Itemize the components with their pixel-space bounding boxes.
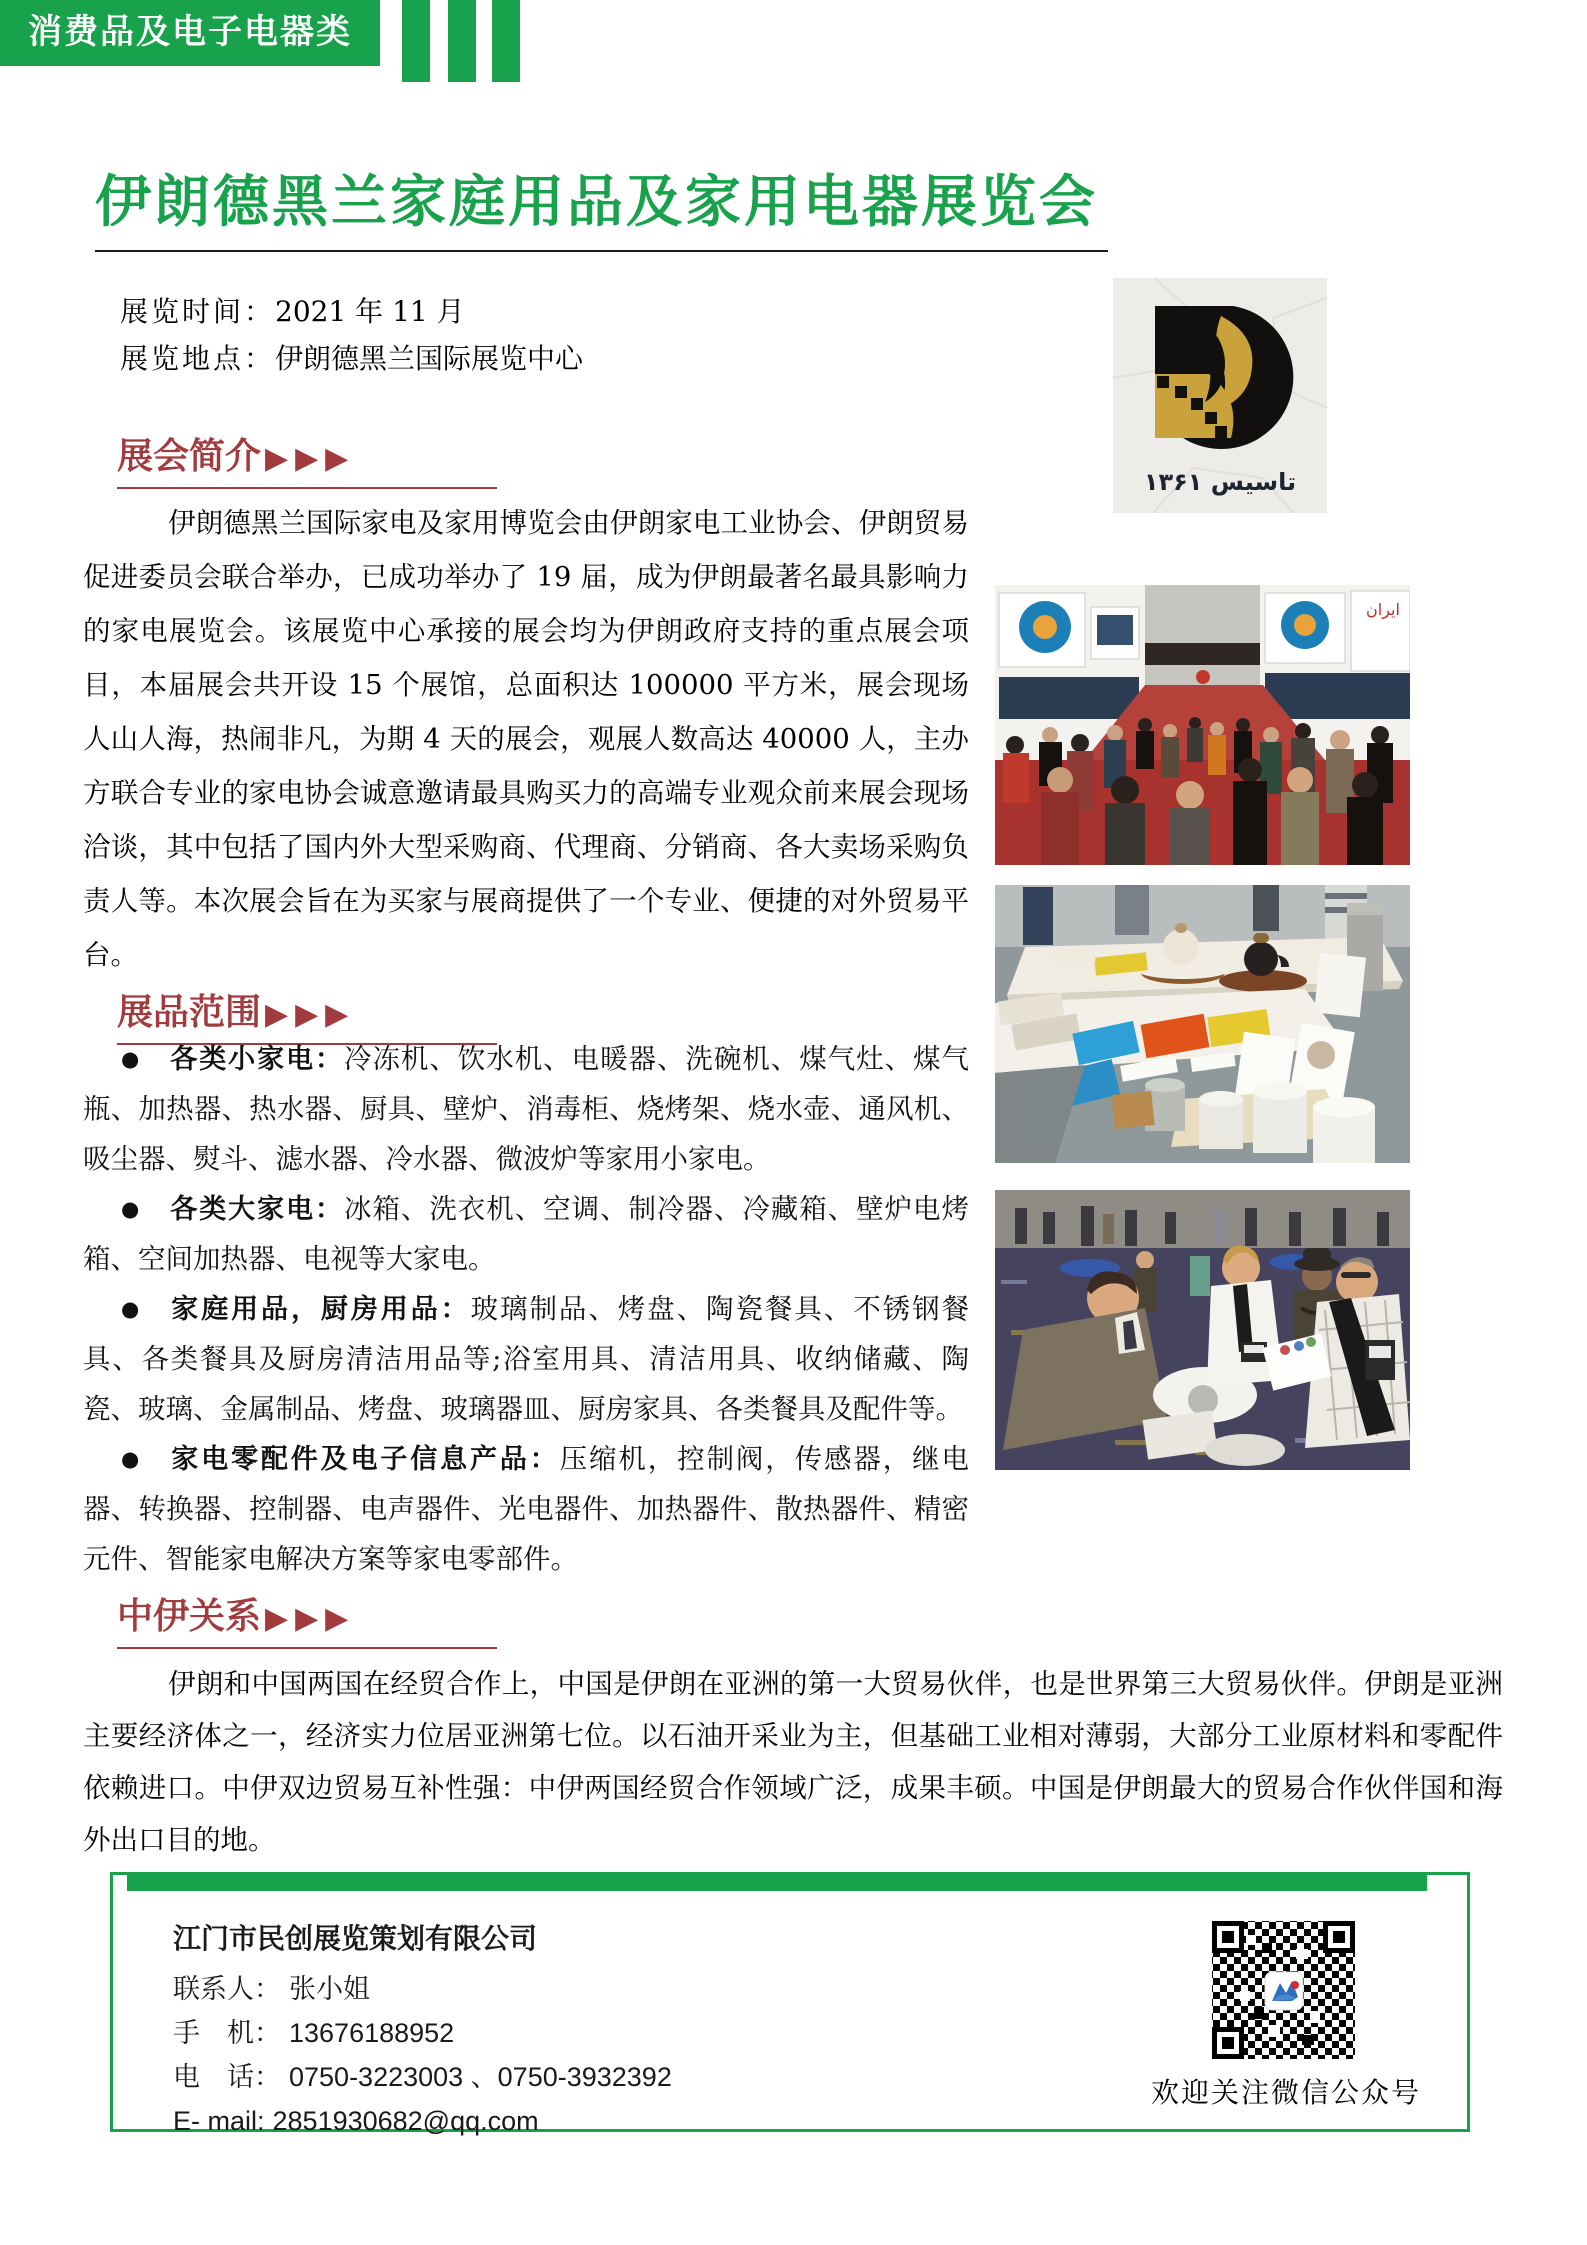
contact-box-green-bar bbox=[127, 1875, 1427, 1891]
page-title: 伊朗德黑兰家庭用品及家用电器展览会 bbox=[95, 170, 1098, 233]
association-logo-icon bbox=[1113, 278, 1327, 513]
scope-list bbox=[83, 1034, 969, 1584]
list-item: ● 家庭用品，厨房用品：玻璃制品、烤盘、陶瓷餐具、不锈钢餐具、各类餐具及厨房清洁用品等;浴室用具、清洁用具、收纳储藏、陶瓷、玻璃、金属制品、烤盘、玻璃器皿、厨房家具、各类餐具及配件等。 bbox=[83, 1293, 970, 1425]
bullet-icon: ● bbox=[121, 1297, 142, 1321]
bullet-icon: ● bbox=[121, 1047, 141, 1071]
list-item: ● 各类小家电：冷冻机、饮水机、电暖器、洗碗机、煤气灶、煤气瓶、加热器、热水器、厨具、壁炉、消毒柜、烧烤架、烧水壶、通风机、吸尘器、熨斗、滤水器、冷水器、微波炉等家用小家电。 bbox=[83, 1043, 970, 1175]
arrows-icon: ▶▶▶ bbox=[265, 441, 356, 476]
wechat-qr-code bbox=[1206, 1915, 1361, 2065]
products-display-photo bbox=[995, 885, 1410, 1163]
contact-box bbox=[110, 1872, 1470, 2136]
list-item: ● 家电零配件及电子信息产品：压缩机，控制阀，传感器，继电器、转换器、控制器、电声器件、光电器件、加热器件、散热器件、精密元件、智能家电解决方案等家电零部件。 bbox=[83, 1443, 970, 1575]
intro-paragraph: 伊朗德黑兰国际家电及家用博览会由伊朗家电工业协会、伊朗贸易促进委员会联合举办，已成功举办了 19 届，成为伊朗最著名最具影响力的家电展览会。该展览中心承接的展会均为伊朗政府支持的重点展会项目，本届展会共开设 15 个展馆，总面积达 100000 平方米，展会现场人山人海，热闹非凡，为期 4 天的展会，观展人数高达 40000 人，主办方联合专业的家电协会诚意邀请最具购买力的高端专业观众前来展会现场洽谈，其中包括了国内外大型采购商、代理商、分销商、各大卖场采购负责人等。本次展会旨在为买家与展商提供了一个专业、便捷的对外贸易平台。 bbox=[83, 507, 969, 971]
exhibition-time: 展览时间：2021 年 11 月 bbox=[120, 295, 465, 328]
email-row: E- mail: 2851930682@qq.com bbox=[173, 2106, 539, 2136]
arrows-icon: ▶▶▶ bbox=[265, 997, 356, 1032]
list-item: ● 各类大家电：冰箱、洗衣机、空调、制冷器、冷藏箱、壁炉电烤箱、空间加热器、电视等大家电。 bbox=[83, 1193, 970, 1275]
arrows-icon: ▶▶▶ bbox=[265, 1601, 356, 1636]
section-header-relations: 中伊关系 ▶▶▶ bbox=[117, 1588, 497, 1649]
company-name: 江门市民创展览策划有限公司 bbox=[173, 1923, 538, 1954]
category-banner: 消费品及电子电器类 bbox=[0, 0, 380, 66]
contact-person-row: 联系人： 张小姐 bbox=[173, 1974, 370, 2004]
deco-bar bbox=[448, 0, 476, 82]
logo-caption: تاسیس ۱۳۶۱ bbox=[1143, 468, 1297, 496]
exhibition-hall-photo bbox=[995, 585, 1410, 865]
mobile-row: 手 机： 13676188952 bbox=[173, 2018, 455, 2048]
section-header-intro: 展会简介 ▶▶▶ bbox=[117, 428, 497, 489]
relations-paragraph: 伊朗和中国两国在经贸合作上，中国是伊朗在亚洲的第一大贸易伙伴，也是世界第三大贸易伙伴。伊朗是亚洲主要经济体之一，经济实力位居亚洲第七位。以石油开采业为主，但基础工业相对薄弱，大部分工业原材料和零配件依赖进口。中伊双边贸易互补性强：中伊两国经贸合作领域广泛，成果丰硕。中国是伊朗最大的贸易合作伙伴国和海外出口目的地。 bbox=[83, 1668, 1503, 1856]
exhibition-info bbox=[120, 288, 583, 382]
section-header-scope: 展品范围 ▶▶▶ bbox=[117, 984, 497, 1045]
qr-caption: 欢迎关注微信公众号 bbox=[1150, 2076, 1421, 2109]
svg-text:ايران: ايران bbox=[1366, 600, 1400, 619]
bullet-icon: ● bbox=[121, 1447, 142, 1471]
buyers-meeting-photo bbox=[995, 1190, 1410, 1470]
telephone-row: 电 话： 0750-3223003 、0750-3932392 bbox=[173, 2062, 672, 2092]
qr-center-logo bbox=[1265, 1972, 1303, 2010]
email-address: 2851930682@qq.com bbox=[272, 2106, 539, 2136]
deco-bar bbox=[492, 0, 520, 82]
association-logo bbox=[1113, 278, 1327, 513]
deco-bar bbox=[402, 0, 430, 82]
exhibition-venue: 展览地点：伊朗德黑兰国际展览中心 bbox=[120, 342, 584, 375]
bullet-icon: ● bbox=[121, 1197, 141, 1221]
title-divider bbox=[95, 250, 1108, 252]
contact-info bbox=[173, 1917, 672, 2143]
